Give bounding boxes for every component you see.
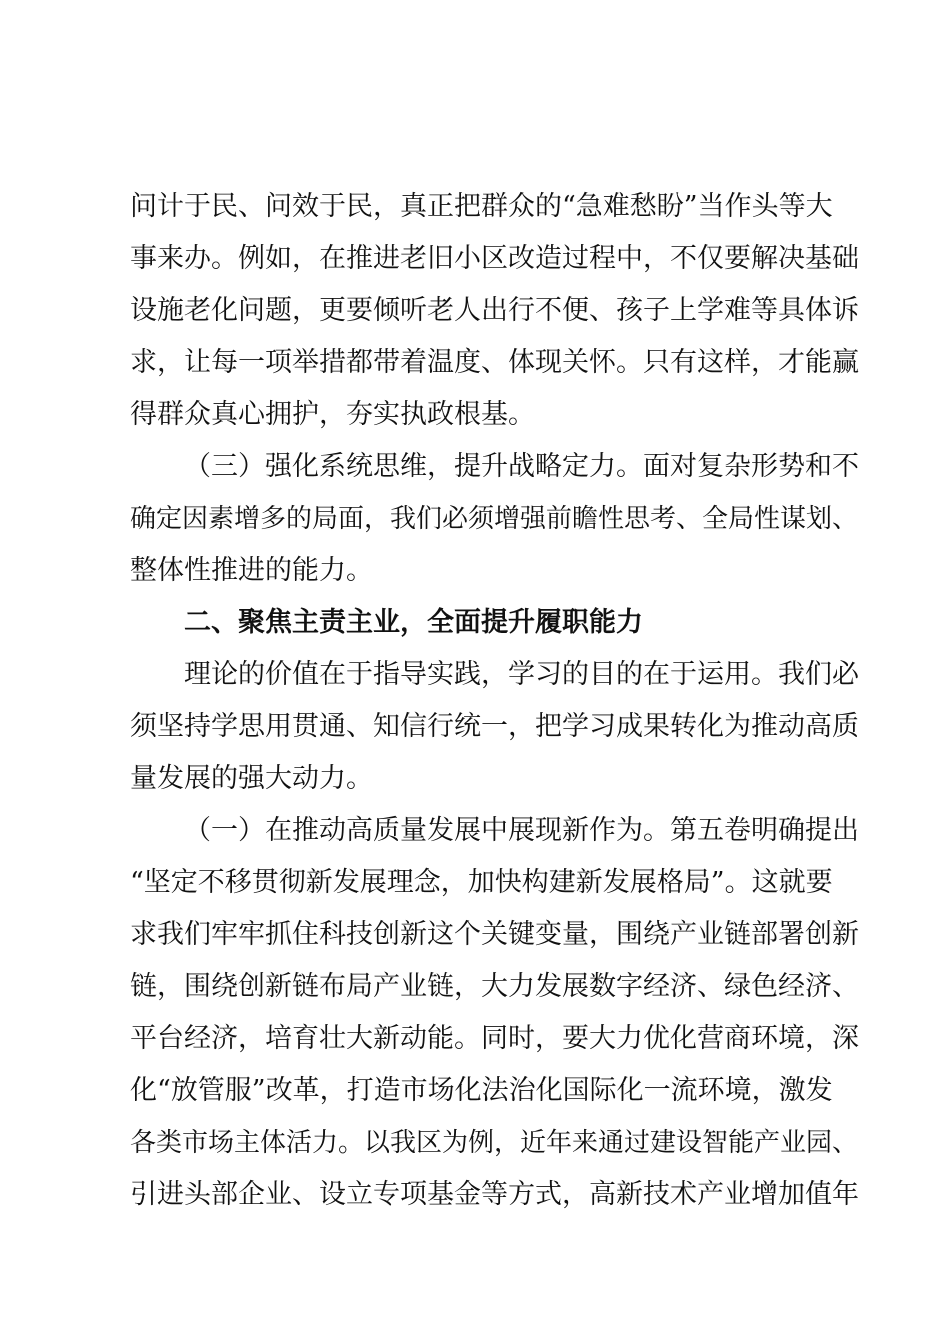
body-line [0,493,950,545]
body-line [0,909,950,961]
body-line [0,857,950,909]
line-text: 各类市场主体活力。以我区为例，近年来通过建设智能产业园、 [130,1128,859,1158]
line-text: 量发展的强大动力。 [130,763,373,794]
body-line [0,805,950,857]
line-text: 须坚持学思用贯通、知信行统一，把学习成果转化为推动高质 [130,711,859,742]
body-line [0,389,950,441]
section-heading [0,597,950,649]
body-line [0,961,950,1013]
line-text: “坚定不移贯彻新发展理念，加快构建新发展格局”。这就要 [130,867,833,898]
body-line [0,649,950,701]
body-line [0,285,950,337]
line-text: 求，让每一项举措都带着温度、体现关怀。只有这样，才能赢 [130,347,859,378]
line-text: 化“放管服”改革，打造市场化法治化国际化一流环境，激发 [130,1075,833,1106]
body-line [0,181,950,233]
body-line [0,233,950,285]
body-line [0,337,950,389]
body-line [0,441,950,493]
line-text: 平台经济，培育壮大新动能。同时，要大力优化营商环境，深 [130,1023,859,1054]
line-text: 事来办。例如，在推进老旧小区改造过程中，不仅要解决基础 [130,243,859,274]
line-text: 确定因素增多的局面，我们必须增强前瞻性思考、全局性谋划、 [130,504,859,534]
body-line [0,1117,950,1169]
body-line [0,753,950,805]
line-text: （一）在推动高质量发展中展现新作为。第五卷明确提出 [184,815,859,846]
line-text: 得群众真心拥护，夯实执政根基。 [130,399,535,430]
heading-text: 二、聚焦主责主业，全面提升履职能力 [184,607,643,638]
line-text: 引进头部企业、设立专项基金等方式，高新技术产业增加值年 [130,1179,859,1210]
line-text: 理论的价值在于指导实践，学习的目的在于运用。我们必 [184,659,859,690]
body-line [0,701,950,753]
line-text: 设施老化问题，更要倾听老人出行不便、孩子上学难等具体诉 [130,295,859,326]
body-line [0,1065,950,1117]
body-line [0,1169,950,1221]
line-text: 整体性推进的能力。 [130,555,373,586]
line-text: 链，围绕创新链布局产业链，大力发展数字经济、绿色经济、 [130,971,859,1002]
line-text: 问计于民、问效于民，真正把群众的“急难愁盼”当作头等大 [130,191,833,222]
body-line [0,1013,950,1065]
body-line [0,545,950,597]
line-text: （三）强化系统思维，提升战略定力。面对复杂形势和不 [184,451,859,482]
line-text: 求我们牢牢抓住科技创新这个关键变量，围绕产业链部署创新 [130,919,859,950]
